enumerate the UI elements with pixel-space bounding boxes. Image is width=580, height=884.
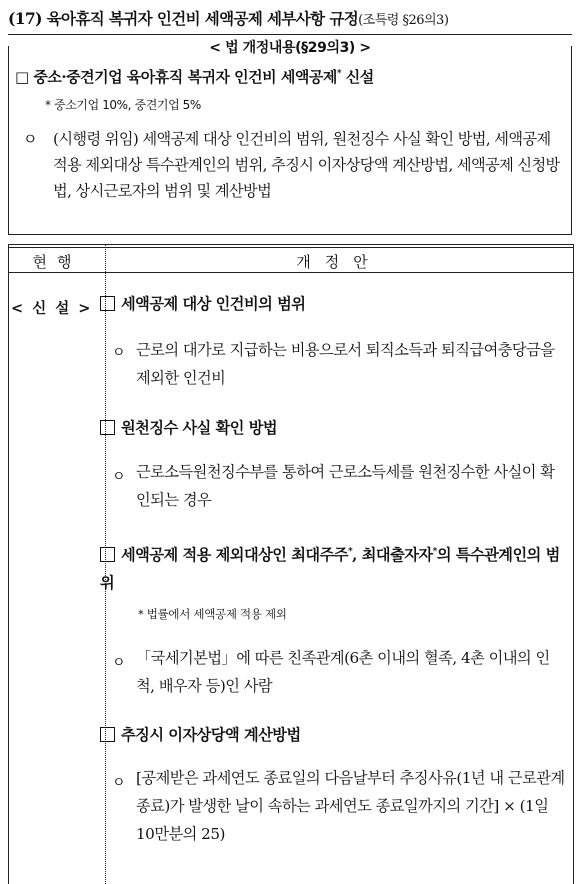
title-legal-reference: (조특령 §26의3) xyxy=(358,13,449,28)
row-body-text: 「국세기본법」에 따른 친족관계(6촌 이내의 혈족, 4촌 이내의 인척, 배우자 등)인 사람 xyxy=(136,649,550,695)
row-body-text: [공제받은 과세연도 종료일의 다음날부터 추징사유(1년 내 근로관계 종료)가 발생한 날이 속하는 과세연도 종료일까지의 기간] × (1일 10만분의 25) xyxy=(136,769,565,843)
amendment-footnote: * 중소기업 10%, 중견기업 5% xyxy=(45,98,201,112)
checkbox-square-icon xyxy=(100,727,115,742)
row-heading xyxy=(100,724,301,745)
header-proposed: 개정안 xyxy=(296,253,382,271)
row-footnote: * 법률에서 세액공제 적용 제외 xyxy=(138,607,287,621)
amendment-headline-suffix: 신설 xyxy=(341,68,374,86)
title-divider xyxy=(8,34,572,36)
bullet-icon: ㅇ xyxy=(112,655,126,671)
row-heading-text: 원천징수 사실 확인 방법 xyxy=(121,419,278,437)
header-current: 현행 xyxy=(32,253,82,271)
amendment-headline xyxy=(15,66,374,87)
footnote-star: * xyxy=(336,69,342,79)
row-heading xyxy=(100,538,560,597)
row-heading-text: 추징시 이자상당액 계산방법 xyxy=(121,726,301,744)
bullet-icon: ㅇ xyxy=(23,130,38,148)
row-body-text: 근로의 대가로 지급하는 비용으로서 퇴직소득과 퇴직급여충당금을 제외한 인건비 xyxy=(136,341,555,387)
row-heading-text: 세액공제 적용 제외대상인 최대주주*, 최대출자자*의 특수관계인의 범위 xyxy=(100,546,560,593)
title-main: (17) 육아휴직 복귀자 인건비 세액공제 세부사항 규정 xyxy=(8,9,359,28)
row-heading xyxy=(100,293,305,314)
row-heading xyxy=(100,417,277,438)
bullet-icon: ㅇ xyxy=(112,345,126,361)
bullet-icon: ㅇ xyxy=(112,775,126,791)
row-body-text: 근로소득원천징수부를 통하여 근로소득세를 원천징수한 사실이 확인되는 경우 xyxy=(136,463,555,509)
row-heading-text: 세액공제 대상 인건비의 범위 xyxy=(121,295,306,313)
checkbox-square-icon xyxy=(100,547,115,562)
amendment-paragraph: (시행령 위임) 세액공제 대상 인건비의 범위, 원천징수 사실 확인 방법, 세액공제 적용 제외대상 특수관계인의 범위, 추징시 이자상당액 계산방법, 세액공제 신청방법, 상시근로자의 범위 및 계산방법 xyxy=(53,130,560,200)
amendment-headline-text: □ 중소·중견기업 육아휴직 복귀자 인건비 세액공제 xyxy=(15,68,337,86)
checkbox-square-icon xyxy=(100,420,115,435)
checkbox-square-icon xyxy=(100,296,115,311)
section-label: < 법 개정내용(§29의3) > xyxy=(205,40,374,56)
amendment-summary-box xyxy=(8,46,572,235)
bullet-icon: ㅇ xyxy=(112,469,126,485)
current-cell-new: < 신 설 > xyxy=(11,300,93,317)
table-header xyxy=(9,245,573,273)
page-title xyxy=(8,6,572,32)
